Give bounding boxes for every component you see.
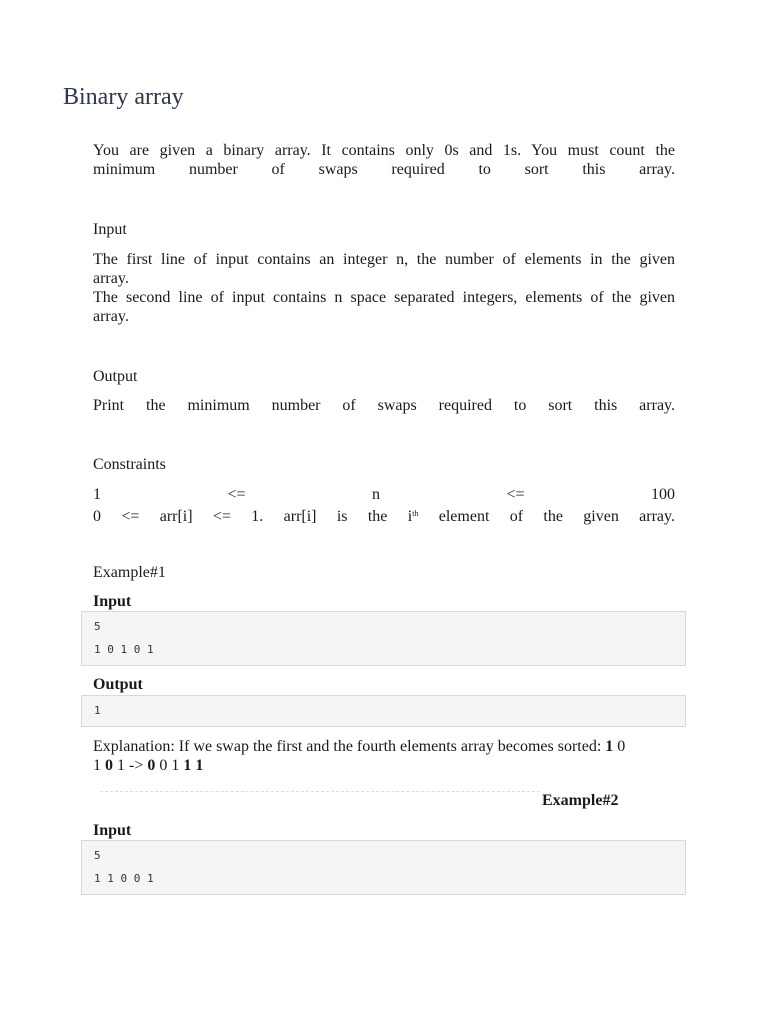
constraint-line-2 <box>93 504 675 526</box>
superscript-th: th <box>412 509 419 518</box>
highlight-digit: 1 <box>183 757 192 774</box>
constraint-line-2-end: element of the given array. <box>418 508 675 525</box>
code-line: 5 <box>94 620 101 633</box>
output-heading: Output <box>93 368 138 385</box>
output-desc-line: Print the minimum number of swaps required to sort this array. <box>93 397 675 414</box>
constraints-heading: Constraints <box>93 456 166 473</box>
highlight-digit: 0 <box>105 757 113 774</box>
output-description <box>93 396 675 415</box>
code-line: 5 <box>94 849 101 862</box>
input-description <box>93 250 675 326</box>
intro-line-2: minimum number of swaps required to sort this array. <box>93 161 675 178</box>
sequence-part: 1 <box>93 757 105 774</box>
code-line: 1 1 0 0 1 <box>94 872 154 885</box>
example-1-output-box <box>81 695 686 727</box>
example-2-input-box <box>81 840 686 895</box>
input-desc-line-2: array. <box>93 270 129 287</box>
page-title: Binary array <box>63 84 184 110</box>
explanation-text: Explanation: If we swap the first and the fourth elements array becomes sorted: <box>93 738 606 755</box>
example-2-input-label: Input <box>93 822 132 839</box>
constraints-text <box>93 485 675 526</box>
input-desc-line-3: The second line of input contains n space separated integers, elements of the given <box>93 289 675 306</box>
section-divider <box>100 791 540 792</box>
intro-paragraph <box>93 141 675 179</box>
highlight-digit: 1 <box>195 757 204 774</box>
intro-line-1: You are given a binary array. It contains only 0s and 1s. You must count the <box>93 142 675 159</box>
constraint-line-1: 1 <= n <= 100 <box>93 486 675 503</box>
constraint-line-2-start: 0 <= arr[i] <= 1. arr[i] is the i <box>93 508 413 525</box>
example-1-explanation <box>93 737 675 775</box>
sequence-part: 0 1 <box>155 757 184 774</box>
input-heading: Input <box>93 221 127 238</box>
input-desc-line-4: array. <box>93 308 129 325</box>
code-line: 1 <box>94 704 101 717</box>
code-line: 1 0 1 0 1 <box>94 643 154 656</box>
example-1-output-label: Output <box>93 676 143 693</box>
highlight-digit: 0 <box>147 757 156 774</box>
example-1-heading: Example#1 <box>93 564 166 581</box>
sequence-part: 0 <box>613 738 626 755</box>
sequence-part: 1 -> <box>113 757 148 774</box>
example-1-input-label: Input <box>93 593 132 610</box>
input-desc-line-1: The first line of input contains an integer n, the number of elements in the given <box>93 251 675 268</box>
example-1-input-box <box>81 611 686 666</box>
example-2-heading: Example#2 <box>542 792 619 809</box>
highlight-digit: 1 <box>605 738 614 755</box>
